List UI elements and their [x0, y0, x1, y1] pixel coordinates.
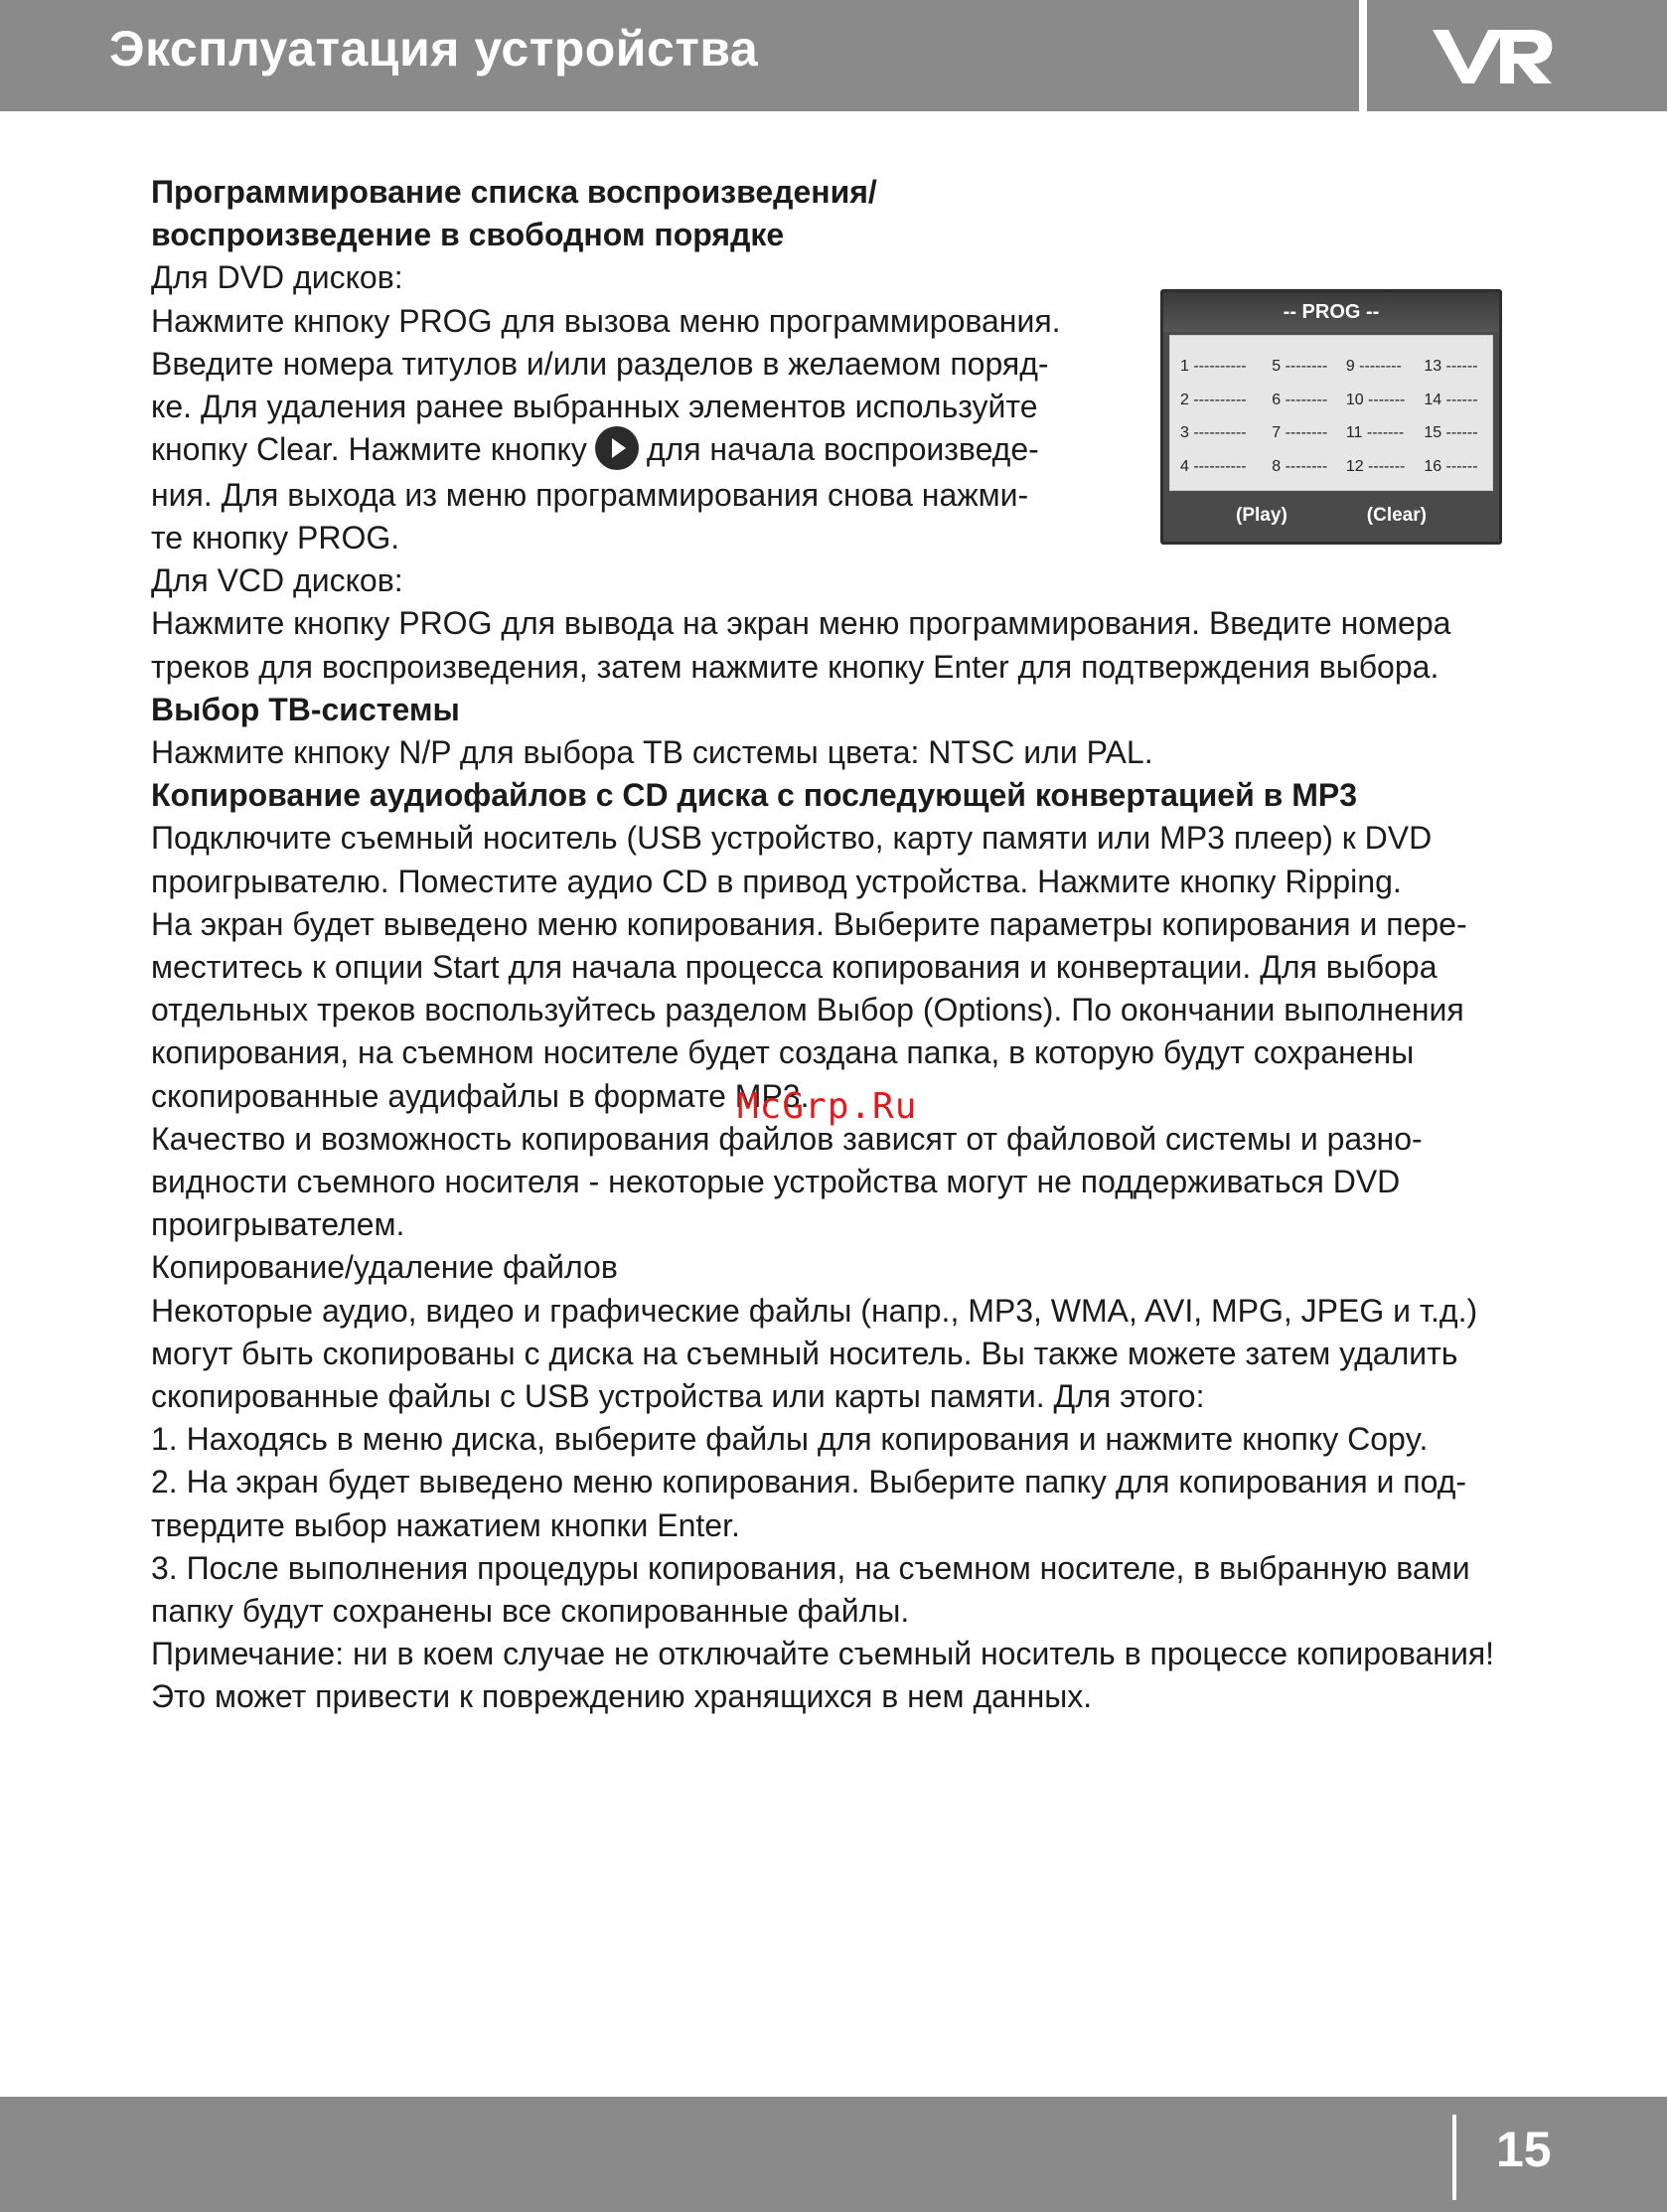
section-heading-programming: Программирование списка воспроизведения/	[151, 174, 877, 210]
footer-divider	[1452, 2115, 1456, 2200]
prog-slot: 11 -------	[1345, 424, 1405, 441]
prog-slot: 14 ------	[1424, 391, 1478, 408]
dvd-label: Для DVD дисков:	[151, 259, 403, 296]
paragraph-line: Введите номера титулов и/или разделов в желаемом поряд-	[151, 345, 1049, 382]
paragraph-line: скопированные аудифайлы в формате MP3.	[151, 1077, 810, 1114]
copy-delete-label: Копирование/удаление файлов	[151, 1249, 618, 1286]
vcd-label: Для VCD дисков:	[151, 562, 403, 599]
header-title: Эксплуатация устройства	[109, 21, 759, 77]
header-divider	[1359, 0, 1367, 111]
prog-row	[1170, 450, 1492, 484]
text-fragment: для начала воспроизведе-	[646, 431, 1039, 468]
paragraph-line: треков для воспроизведения, затем нажмите кнопку Enter для подтверждения выбора.	[151, 648, 1440, 685]
paragraph-line: те кнопку PROG.	[151, 519, 400, 555]
prog-slot: 7 --------	[1272, 424, 1328, 441]
paragraph-line: На экран будет выведено меню копирования. Выберите параметры копирования и пере-	[151, 905, 1467, 942]
prog-slot: 16 ------	[1424, 457, 1478, 475]
paragraph-line: ке. Для удаления ранее выбранных элементов используйте	[151, 389, 1038, 425]
prog-play-label: (Play)	[1236, 505, 1288, 526]
list-item: 3. После выполнения процедуры копирования, на съемном носителе, в выбранную вами	[151, 1549, 1470, 1586]
paragraph-line: скопированные файлы с USB устройства или карты памяти. Для этого:	[151, 1378, 1205, 1415]
paragraph-line: Подключите съемный носитель (USB устройство, карту памяти или MP3 плеер) к DVD	[151, 820, 1433, 857]
list-item-cont: папку будут сохранены все скопированные файлы.	[151, 1593, 910, 1630]
list-item-cont: твердите выбор нажатием кнопки Enter.	[151, 1506, 740, 1543]
prog-menu-grid	[1169, 335, 1493, 491]
paragraph-line: Некоторые аудио, видео и графические файлы (напр., MP3, WMA, AVI, MPG, JPEG и т.д.)	[151, 1292, 1478, 1329]
paragraph-line: Нажмите кнпоку PROG для вызова меню программирования.	[151, 302, 1061, 339]
watermark: McGrp.Ru	[737, 1086, 918, 1127]
prog-slot: 8 --------	[1272, 457, 1328, 475]
prog-slot: 10 -------	[1345, 391, 1406, 408]
prog-slot: 3 ----------	[1180, 424, 1247, 441]
prog-slot: 4 ----------	[1180, 457, 1247, 475]
section-heading-ripping: Копирование аудиофайлов с CD диска с последующей конвертацией в MP3	[151, 777, 1357, 814]
prog-clear-label: (Clear)	[1366, 505, 1427, 526]
prog-menu-title: -- PROG --	[1163, 292, 1499, 332]
paragraph-line: проигрывателем.	[151, 1206, 405, 1243]
play-button-icon	[595, 426, 639, 470]
note-line: Примечание: ни в коем случае не отключайте съемный носитель в процессе копирования!	[151, 1636, 1495, 1672]
prog-slot: 1 ----------	[1180, 358, 1247, 375]
paragraph-line: видности съемного носителя - некоторые устройства могут не поддерживаться DVD	[151, 1164, 1401, 1200]
paragraph-line: отдельных треков воспользуйтесь разделом Выбор (Options). По окончании выполнения	[151, 992, 1464, 1028]
prog-slot: 9 --------	[1345, 358, 1402, 375]
prog-slot: 6 --------	[1272, 391, 1328, 408]
paragraph-line: Качество и возможность копирования файлов зависят от файловой системы и разно-	[151, 1120, 1423, 1157]
note-line: Это может привести к повреждению хранящихся в нем данных.	[151, 1678, 1093, 1715]
prog-slot: 2 ----------	[1180, 391, 1247, 408]
prog-row	[1170, 384, 1492, 417]
prog-menu-buttons	[1163, 494, 1499, 538]
prog-row	[1170, 416, 1492, 450]
list-item: 2. На экран будет выведено меню копирования. Выберите папку для копирования и под-	[151, 1464, 1467, 1501]
page-footer	[0, 2097, 1667, 2212]
list-item: 1. Находясь в меню диска, выберите файлы для копирования и нажмите кнопку Copy.	[151, 1421, 1429, 1458]
page-header	[0, 0, 1667, 111]
text-fragment: кнопку Clear. Нажмите кнопку	[151, 431, 587, 468]
paragraph-line: Нажмите кнопку PROG для вывода на экран меню программирования. Введите номера	[151, 605, 1451, 642]
prog-slot: 12 -------	[1345, 457, 1406, 475]
page-number: 15	[1496, 2122, 1552, 2177]
prog-slot: 13 ------	[1424, 358, 1478, 375]
vr-logo	[1427, 18, 1556, 93]
paragraph-line: ния. Для выхода из меню программирования снова нажми-	[151, 476, 1029, 513]
prog-slot: 15 ------	[1424, 424, 1478, 441]
prog-row	[1170, 350, 1492, 384]
prog-slot: 5 --------	[1272, 358, 1328, 375]
section-heading-programming-cont: воспроизведение в свободном порядке	[151, 217, 785, 253]
paragraph-line: проигрывателю. Поместите аудио CD в привод устройства. Нажмите кнопку Ripping.	[151, 863, 1402, 899]
paragraph-line: меститесь к опции Start для начала процесса копирования и конвертации. Для выбора	[151, 949, 1438, 985]
prog-menu-figure	[1160, 289, 1502, 545]
paragraph-line: Нажмите кнпоку N/P для выбора ТВ системы цвета: NTSC или PAL.	[151, 733, 1153, 770]
paragraph-line: копирования, на съемном носителе будет создана папка, в которую будут сохранены	[151, 1034, 1415, 1071]
section-heading-tv-system: Выбор ТВ-системы	[151, 691, 460, 727]
paragraph-line: могут быть скопированы с диска на съемный носитель. Вы также можете затем удалить	[151, 1335, 1458, 1371]
